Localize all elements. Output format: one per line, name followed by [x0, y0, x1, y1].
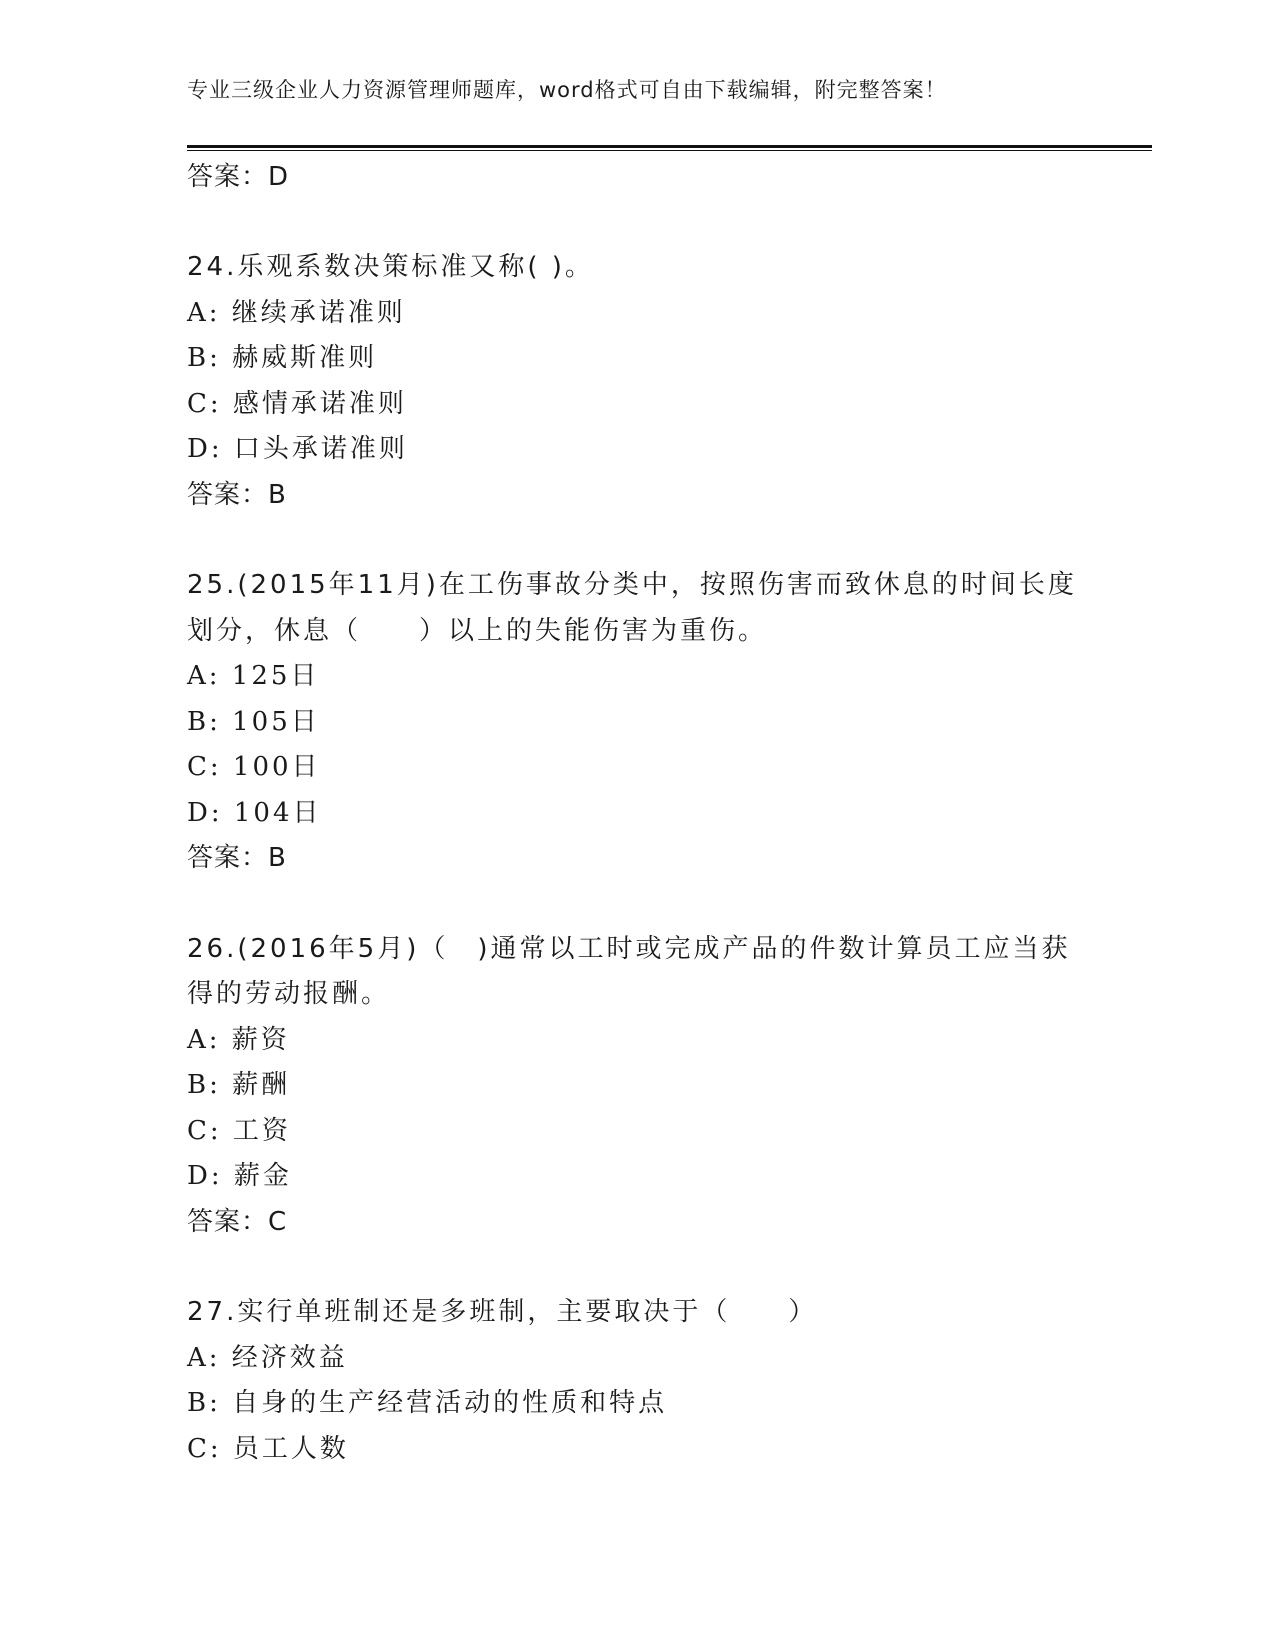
page-header: 专业三级企业人力资源管理师题库，word格式可自由下载编辑，附完整答案！: [187, 78, 947, 102]
question-26-answer: 答案：C: [187, 1207, 288, 1237]
question-26-option-d: D: 薪金: [187, 1161, 292, 1191]
question-26-stem-line-2: 得的劳动报酬。: [187, 979, 391, 1009]
question-24-stem: 24.乐观系数决策标准又称( )。: [187, 252, 594, 282]
header-rule-thick: [187, 145, 1152, 148]
question-25-option-d: D: 104日: [187, 798, 322, 828]
question-24-answer: 答案：B: [187, 480, 287, 510]
question-27-option-c: C: 员工人数: [187, 1434, 349, 1464]
question-25-stem-line-2: 划分，休息（ ）以上的失能伤害为重伤。: [187, 616, 768, 646]
question-26-option-c: C: 工资: [187, 1116, 291, 1146]
question-27-option-a: A: 经济效益: [187, 1343, 348, 1373]
header-rule-thin: [187, 150, 1152, 151]
question-26-option-a: A: 薪资: [187, 1025, 290, 1055]
question-25-option-b: B: 105日: [187, 707, 320, 737]
question-24-option-c: C: 感情承诺准则: [187, 389, 407, 419]
question-25-option-c: C: 100日: [187, 752, 321, 782]
question-26-option-b: B: 薪酬: [187, 1070, 291, 1100]
question-27-stem: 27.实行单班制还是多班制，主要取决于（ ）: [187, 1297, 818, 1327]
question-24-option-a: A: 继续承诺准则: [187, 298, 406, 328]
question-24-option-b: B: 赫威斯准则: [187, 343, 378, 373]
question-25-stem-line-1: 25.(2015年11月)在工伤事故分类中，按照伤害而致休息的时间长度: [187, 570, 1077, 600]
question-26-stem-line-1: 26.(2016年5月)（ )通常以工时或完成产品的件数计算员工应当获: [187, 934, 1071, 964]
previous-answer: 答案：D: [187, 162, 290, 192]
question-25-option-a: A: 125日: [187, 661, 320, 691]
question-24-option-d: D: 口头承诺准则: [187, 434, 408, 464]
question-25-answer: 答案：B: [187, 843, 287, 873]
question-27-option-b: B: 自身的生产经营活动的性质和特点: [187, 1388, 668, 1418]
